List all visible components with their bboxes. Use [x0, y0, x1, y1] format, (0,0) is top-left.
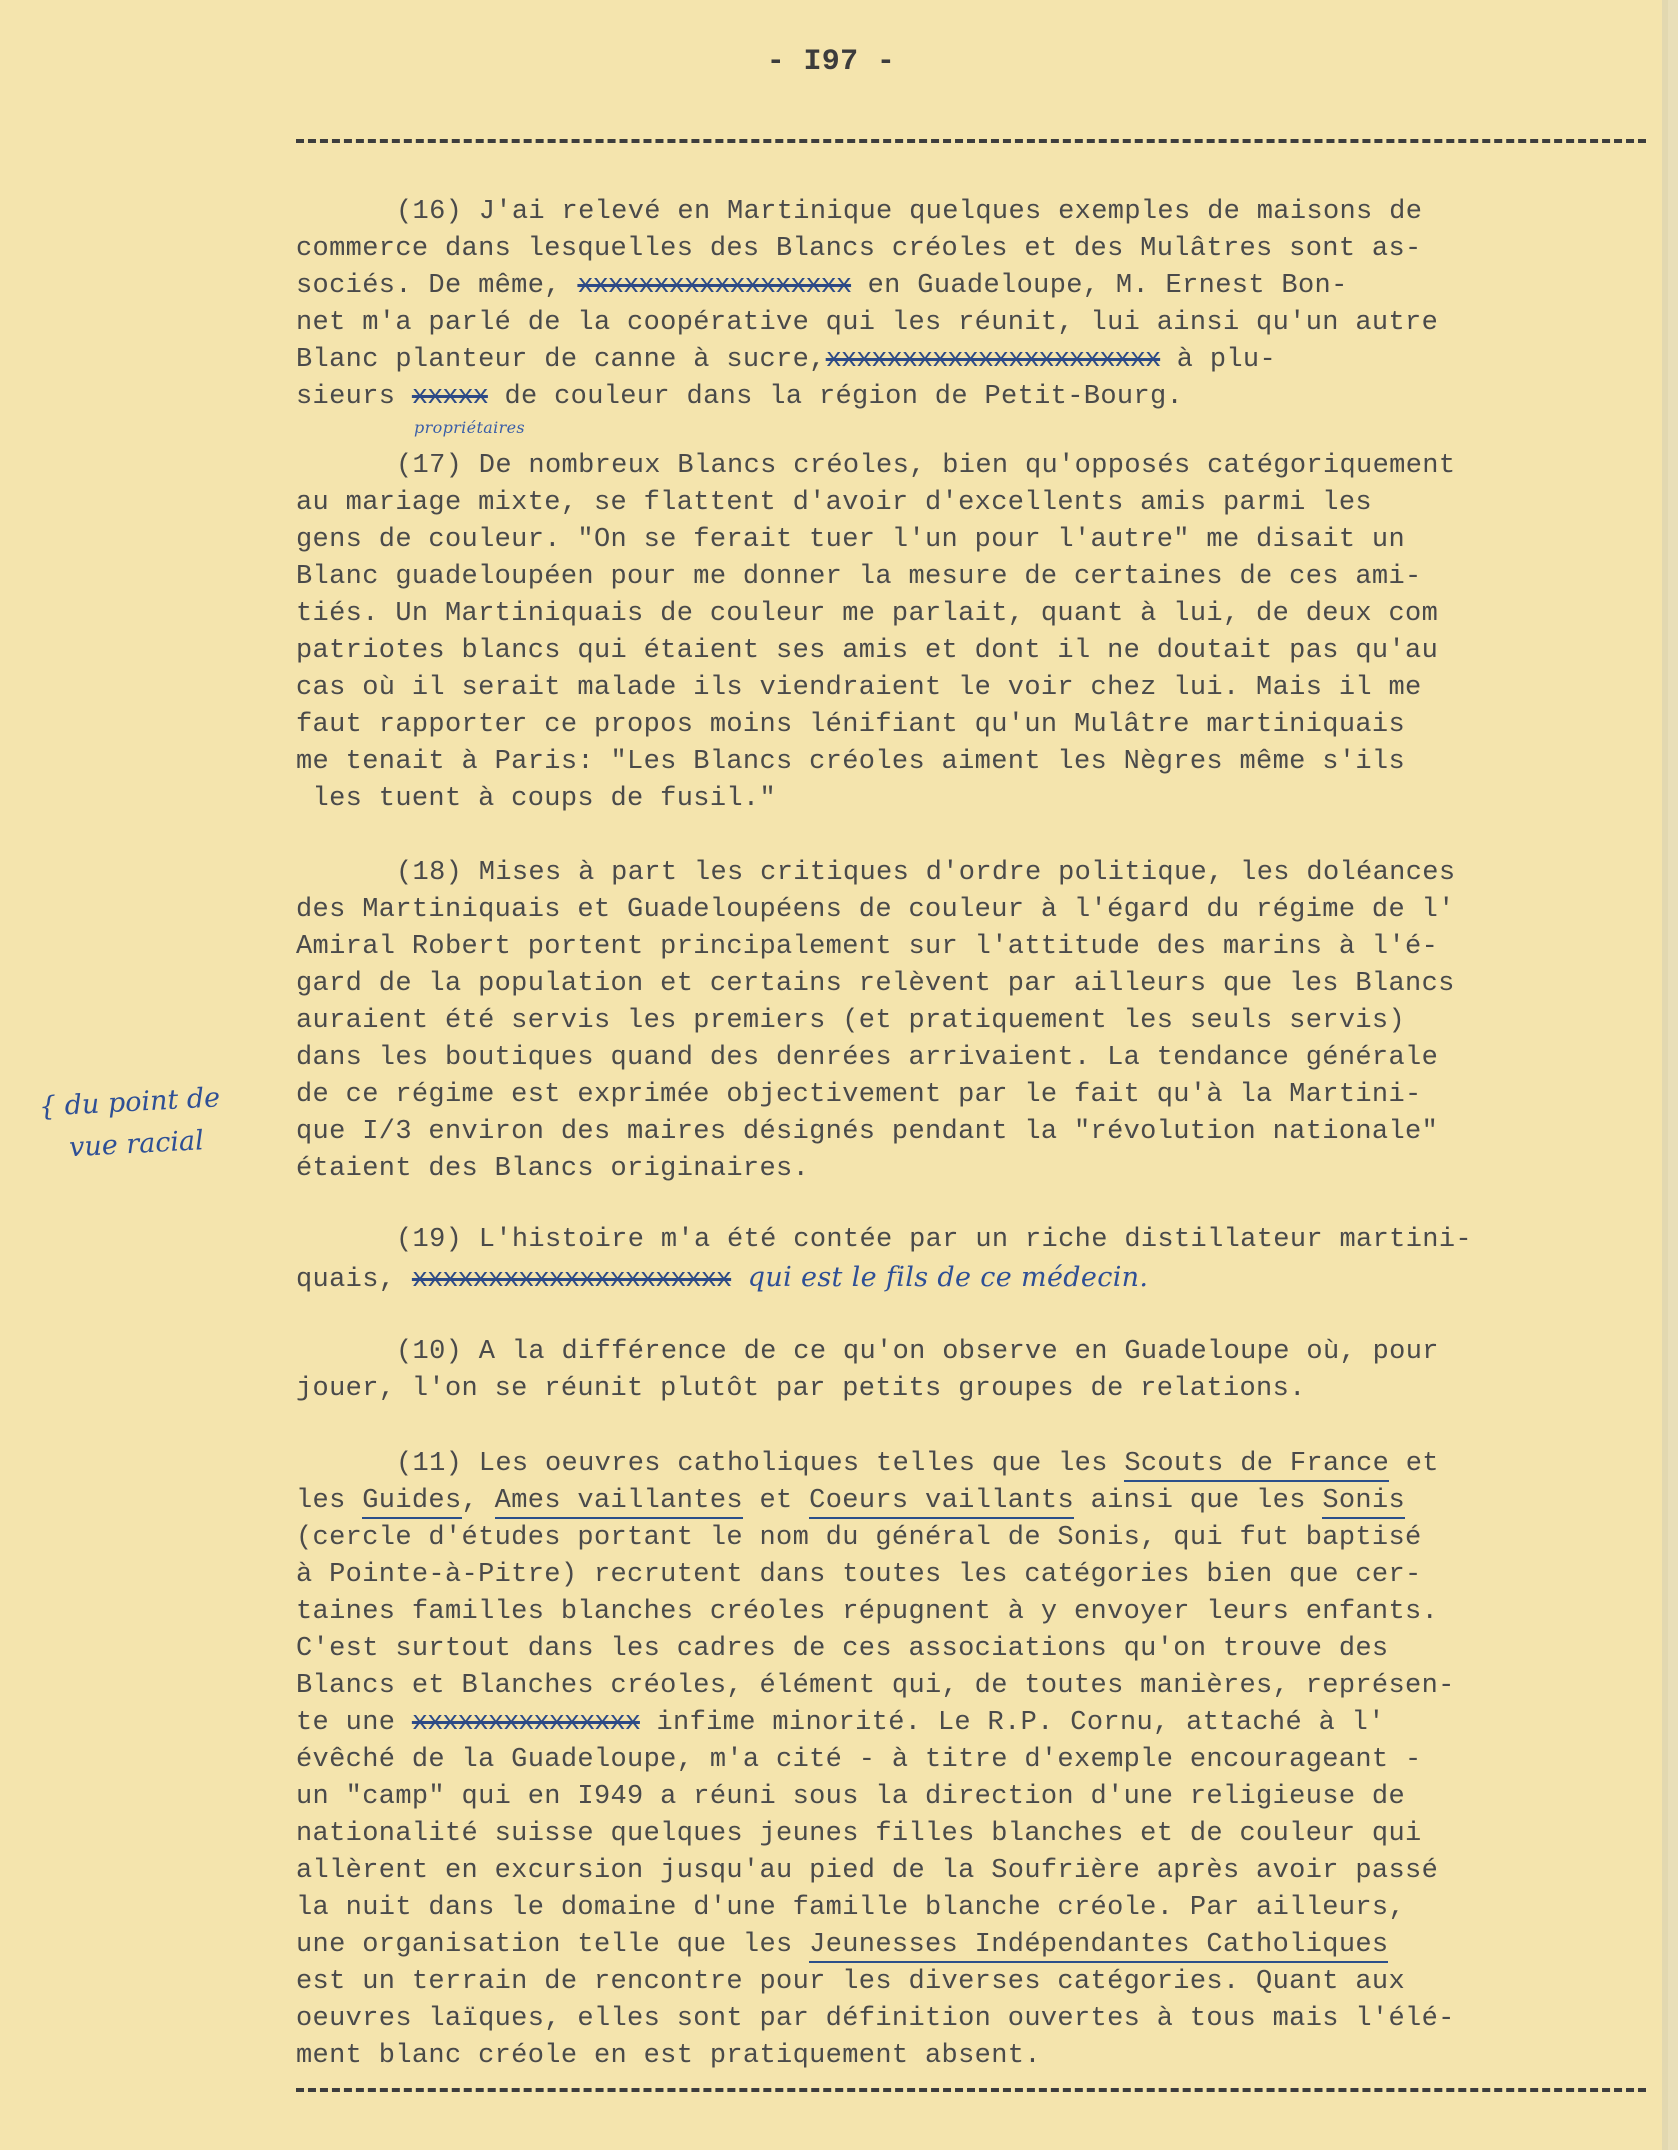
underlined-term: Scouts de France	[1124, 1449, 1389, 1482]
margin-handwritten-note	[38, 1077, 223, 1170]
note-line: gens de couleur. "On se ferait tuer l'un pour l'autre" me disait un	[296, 525, 1406, 555]
note-line: la nuit dans le domaine d'une famille blanche créole. Par ailleurs,	[296, 1893, 1406, 1923]
struck-text: xxxxx	[411, 382, 488, 412]
handwritten-insertion: qui est le fils de ce médecin.	[747, 1262, 1149, 1293]
note-line: jouer, l'on se réunit plutôt par petits groupes de relations.	[296, 1374, 1306, 1404]
footnote-19	[296, 1222, 1666, 1296]
note-line: commerce dans lesquelles des Blancs créoles et des Mulâtres sont as-	[296, 234, 1422, 264]
note-line: (19) L'histoire m'a été contée par un riche distillateur martini-	[396, 1225, 1472, 1255]
underlined-term: Guides	[362, 1486, 461, 1519]
underlined-term: Jeunesses Indépendantes Catholiques	[809, 1930, 1388, 1963]
note-line: patriotes blancs qui étaient ses amis et dont il ne doutait pas qu'au	[296, 636, 1439, 666]
footnote-18	[296, 855, 1666, 1188]
footnote-17	[296, 448, 1666, 818]
footnote-20	[296, 1334, 1666, 1408]
page-number: - I97 -	[766, 45, 896, 79]
margin-note-line: { du point de	[38, 1082, 221, 1123]
note-line: est un terrain de rencontre pour les diverses catégories. Quant aux	[296, 1967, 1406, 1997]
underlined-term: Coeurs vaillants	[809, 1486, 1074, 1519]
note-line: oeuvres laïques, elles sont par définition ouvertes à tous mais l'élé-	[296, 2004, 1455, 2034]
bottom-divider	[296, 2088, 1646, 2092]
note-line: auraient été servis les premiers (et pratiquement les seuls servis)	[296, 1006, 1406, 1036]
note-line: ment blanc créole en est pratiquement absent.	[296, 2041, 1041, 2071]
underlined-term: Ames vaillantes	[495, 1486, 743, 1519]
note-line: (16) J'ai relevé en Martinique quelques exemples de maisons de	[396, 197, 1423, 227]
note-line: à Pointe-à-Pitre) recrutent dans toutes les catégories bien que cer-	[296, 1560, 1422, 1590]
note-line: Blanc guadeloupéen pour me donner la mesure de certaines de ces ami-	[296, 562, 1422, 592]
note-line: Amiral Robert portent principalement sur l'attitude des marins à l'é-	[296, 932, 1439, 962]
note-line: au mariage mixte, se flattent d'avoir d'excellents amis parmi les	[296, 488, 1372, 518]
top-divider	[296, 139, 1646, 143]
note-line: net m'a parlé de la coopérative qui les réunit, lui ainsi qu'un autre	[296, 308, 1439, 338]
note-line: sociés. De même, xxxxxxxxxxxxxxxxxx en Guadeloupe, M. Ernest Bon-	[296, 271, 1348, 301]
note-line: un "camp" qui en I949 a réuni sous la direction d'une religieuse de	[296, 1782, 1406, 1812]
note-line: les tuent à coups de fusil."	[296, 784, 777, 814]
footnote-16	[296, 194, 1666, 437]
note-line: dans les boutiques quand des denrées arrivaient. La tendance générale	[296, 1043, 1439, 1073]
note-line: une organisation telle que les Jeunesses Indépendantes Catholiques	[296, 1927, 1666, 1964]
note-line: (10) A la différence de ce qu'on observe en Guadeloupe où, pour	[396, 1337, 1439, 1367]
note-line: quais, xxxxxxxxxxxxxxxxxxxxx qui est le fils de ce médecin.	[296, 1262, 1149, 1295]
note-line: (cercle d'études portant le nom du général de Sonis, qui fut baptisé	[296, 1523, 1422, 1553]
note-line: sieurs xxxxx de couleur dans la région de Petit-Bourg. propriétaires	[296, 379, 1666, 416]
note-line: (11) Les oeuvres catholiques telles que les Scouts de France et	[296, 1446, 1666, 1483]
note-line: cas où il serait malade ils viendraient le voir chez lui. Mais il me	[296, 673, 1422, 703]
note-line: Blanc planteur de canne à sucre,xxxxxxxxxxxxxxxxxxxxxx à plu-	[296, 345, 1277, 375]
struck-text: xxxxxxxxxxxxxxxxxx	[577, 271, 852, 301]
struck-text: xxxxxxxxxxxxxxxxxxxxxx	[825, 345, 1161, 375]
struck-text: xxxxxxxxxxxxxxxxxxxxx	[411, 1265, 732, 1295]
note-line: les Guides, Ames vaillantes et Coeurs vaillants ainsi que les Sonis	[296, 1483, 1666, 1520]
note-line: étaient des Blancs originaires.	[296, 1154, 810, 1184]
margin-note-line: vue racial	[68, 1125, 205, 1164]
note-line: (18) Mises à part les critiques d'ordre politique, les doléances	[396, 858, 1456, 888]
note-line: nationalité suisse quelques jeunes filles blanches et de couleur qui	[296, 1819, 1422, 1849]
note-line: me tenait à Paris: "Les Blancs créoles aiment les Nègres même s'ils	[296, 747, 1406, 777]
note-line: de ce régime est exprimée objectivement par le fait qu'à la Martini-	[296, 1080, 1422, 1110]
note-line: des Martiniquais et Guadeloupéens de couleur à l'égard du régime de l'	[296, 895, 1455, 925]
footnote-21	[296, 1446, 1666, 2075]
note-line: évêché de la Guadeloupe, m'a cité - à titre d'exemple encourageant -	[296, 1745, 1422, 1775]
handwritten-insertion: propriétaires	[414, 418, 525, 437]
note-line: te une xxxxxxxxxxxxxxx infime minorité. Le R.P. Cornu, attaché à l'	[296, 1708, 1385, 1738]
note-line: Blancs et Blanches créoles, élément qui, de toutes manières, représen-	[296, 1671, 1455, 1701]
note-line: tiés. Un Martiniquais de couleur me parlait, quant à lui, de deux com	[296, 599, 1439, 629]
note-line: gard de la population et certains relèvent par ailleurs que les Blancs	[296, 969, 1455, 999]
note-line: taines familles blanches créoles répugnent à y envoyer leurs enfants.	[296, 1597, 1439, 1627]
underlined-term: Sonis	[1322, 1486, 1405, 1519]
struck-text: xxxxxxxxxxxxxxx	[411, 1708, 640, 1738]
note-line: (17) De nombreux Blancs créoles, bien qu'opposés catégoriquement	[396, 451, 1456, 481]
note-line: C'est surtout dans les cadres de ces associations qu'on trouve des	[296, 1634, 1389, 1664]
note-line: que I/3 environ des maires désignés pendant la "révolution nationale"	[296, 1117, 1439, 1147]
note-line: faut rapporter ce propos moins lénifiant qu'un Mulâtre martiniquais	[296, 710, 1406, 740]
note-line: allèrent en excursion jusqu'au pied de la Soufrière après avoir passé	[296, 1856, 1439, 1886]
